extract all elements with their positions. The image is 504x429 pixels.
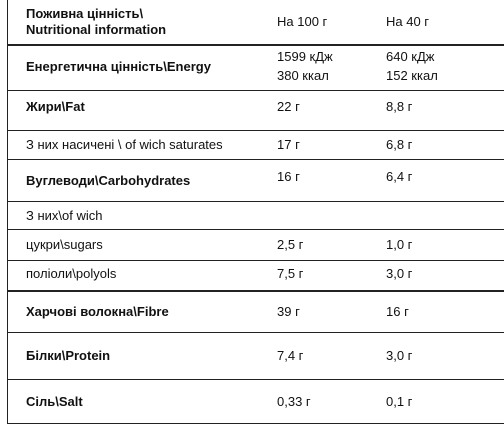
value-100g: 0,33 г <box>277 394 311 409</box>
row-label: Енергетична цінність\Energy <box>26 59 211 74</box>
row-label: Вуглеводи\Carbohydrates <box>26 173 191 188</box>
row-label: Сіль\Salt <box>26 394 83 409</box>
row-fibre <box>8 290 504 332</box>
energy-kcal-40g: 152 ккал <box>386 68 438 83</box>
value-40g: 0,1 г <box>386 394 413 409</box>
row-polyols <box>8 260 504 290</box>
row-fat <box>8 90 504 130</box>
value-100g: 17 г <box>277 137 300 152</box>
row-label: З них насичені \ of wich saturates <box>26 137 223 152</box>
value-40g: 3,0 г <box>386 266 413 281</box>
energy-kj-40g: 640 кДж <box>386 49 435 64</box>
header-per-100g: На 100 г <box>277 14 328 29</box>
row-energy <box>8 44 504 90</box>
energy-kj-100g: 1599 кДж <box>277 49 333 64</box>
value-100g: 7,5 г <box>277 266 304 281</box>
header-title-en: Nutritional information <box>26 22 167 37</box>
row-carbohydrates <box>8 159 504 201</box>
row-label: З них\of wich <box>26 208 103 223</box>
value-40g: 16 г <box>386 304 409 319</box>
row-label: Харчові волокна\Fibre <box>26 304 169 319</box>
value-100g: 7,4 г <box>277 348 304 363</box>
value-100g: 39 г <box>277 304 300 319</box>
row-label: Жири\Fat <box>26 99 85 114</box>
row-sugars <box>8 229 504 260</box>
value-40g: 6,8 г <box>386 137 413 152</box>
row-salt <box>8 379 504 423</box>
row-label: Білки\Protein <box>26 348 111 363</box>
row-saturates <box>8 130 504 159</box>
nutrition-table <box>7 0 504 424</box>
energy-kcal-100g: 380 ккал <box>277 68 329 83</box>
row-protein <box>8 332 504 379</box>
value-100g: 16 г <box>277 169 300 184</box>
value-40g: 8,8 г <box>386 99 413 114</box>
value-100g: 22 г <box>277 99 300 114</box>
row-label: поліоли\polyols <box>26 266 117 281</box>
header-row <box>8 0 504 44</box>
value-40g: 3,0 г <box>386 348 413 363</box>
header-title-ua: Поживна цінність\ <box>26 6 144 21</box>
row-of-which <box>8 201 504 229</box>
value-100g: 2,5 г <box>277 237 304 252</box>
value-40g: 1,0 г <box>386 237 413 252</box>
row-label: цукри\sugars <box>26 237 103 252</box>
header-per-40g: На 40 г <box>386 14 430 29</box>
value-40g: 6,4 г <box>386 169 413 184</box>
